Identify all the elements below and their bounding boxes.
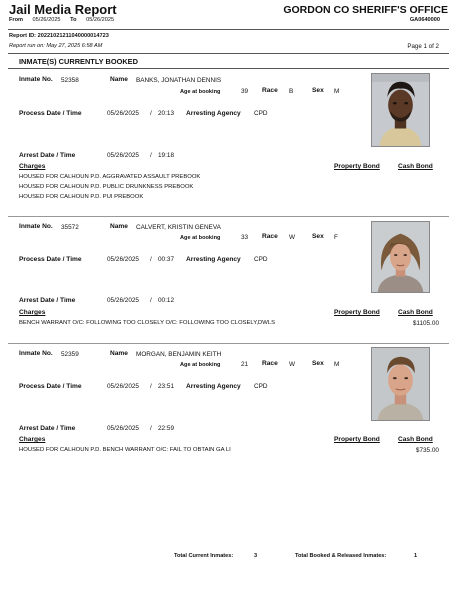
cash-bond-label: Cash Bond — [398, 436, 433, 443]
slash: / — [150, 383, 152, 390]
arrest-label: Arrest Date / Time — [19, 425, 76, 432]
age-label: Age at booking — [180, 235, 221, 241]
arresting-agency-label: Arresting Agency — [186, 256, 241, 263]
arrest-time: 19:18 — [158, 152, 174, 159]
person-silhouette-icon — [372, 222, 429, 292]
agency-name: GORDON CO SHERIFF'S OFFICE — [283, 4, 448, 16]
process-date: 05/26/2025 — [107, 110, 139, 117]
inmate-photo — [371, 221, 430, 293]
arresting-agency: CPD — [254, 110, 268, 117]
arrest-label: Arrest Date / Time — [19, 297, 76, 304]
cash-bond-value: $735.00 — [415, 447, 439, 454]
name-label: Name — [110, 223, 128, 230]
total-booked-value: 1 — [414, 553, 418, 559]
race-label: Race — [262, 87, 278, 94]
race-label: Race — [262, 233, 278, 240]
person-silhouette-icon — [372, 74, 429, 146]
charge-item: HOUSED FOR CALHOUN P.D. AGGRAVATED ASSAULT PREBOOK — [19, 174, 201, 180]
run-on-label: Report run on: — [9, 43, 45, 49]
process-time: 00:37 — [158, 256, 174, 263]
property-bond-label: Property Bond — [334, 436, 380, 443]
slash: / — [150, 152, 152, 159]
section-title: INMATE(S) CURRENTLY BOOKED — [19, 57, 138, 66]
to-label: To — [70, 17, 77, 23]
process-time: 20:13 — [158, 110, 174, 117]
slash: / — [150, 297, 152, 304]
process-label: Process Date / Time — [19, 256, 82, 263]
charges-label: Charges — [19, 163, 46, 170]
report-title: Jail Media Report — [9, 2, 117, 17]
person-silhouette-icon — [372, 348, 429, 420]
section-divider-bottom — [8, 68, 449, 69]
from-label: From — [9, 17, 23, 23]
inmate-photo — [371, 347, 430, 421]
cash-bond-label: Cash Bond — [398, 163, 433, 170]
cash-bond-label: Cash Bond — [398, 309, 433, 316]
record-divider — [8, 343, 449, 344]
inmate-no-label: Inmate No. — [19, 76, 53, 83]
sex-value: F — [334, 234, 338, 241]
arrest-time: 00:12 — [158, 297, 174, 304]
slash: / — [150, 256, 152, 263]
slash: / — [150, 425, 152, 432]
sex-label: Sex — [312, 233, 324, 240]
total-current-label: Total Current Inmates: — [174, 553, 234, 559]
race-value: B — [289, 88, 294, 95]
process-label: Process Date / Time — [19, 383, 82, 390]
inmate-name: CALVERT, KRISTIN GENEVA — [136, 224, 221, 231]
inmate-no: 52359 — [61, 351, 79, 358]
process-time: 23:51 — [158, 383, 174, 390]
race-value: W — [289, 234, 296, 241]
process-date: 05/26/2025 — [107, 383, 139, 390]
arrest-time: 22:59 — [158, 425, 174, 432]
arrest-date: 05/26/2025 — [107, 297, 139, 304]
charges-label: Charges — [19, 436, 46, 443]
arrest-label: Arrest Date / Time — [19, 152, 76, 159]
inmate-name: MORGAN, BENJAMIN KEITH — [136, 351, 222, 358]
age-label: Age at booking — [180, 89, 221, 95]
page-number: Page 1 of 2 — [407, 43, 439, 50]
property-bond-label: Property Bond — [334, 163, 380, 170]
record-divider — [8, 216, 449, 217]
inmate-photo — [371, 73, 430, 147]
charge-item: HOUSED FOR CALHOUN P.D. PUI PREBOOK — [19, 194, 144, 200]
report-id-value: 20221021211040000014723 — [37, 33, 109, 39]
report-id — [9, 33, 109, 39]
cash-bond-value: $1105.00 — [412, 320, 439, 327]
section-divider-top — [8, 53, 449, 54]
inmate-name: BANKS, JONATHAN DENNIS — [136, 77, 222, 84]
inmate-no: 52358 — [61, 77, 79, 84]
arresting-agency-label: Arresting Agency — [186, 110, 241, 117]
sex-label: Sex — [312, 360, 324, 367]
age-value: 21 — [241, 361, 249, 368]
race-label: Race — [262, 360, 278, 367]
report-run-on — [9, 43, 102, 49]
total-current-value: 3 — [254, 553, 258, 559]
report-id-label: Report ID: — [9, 33, 37, 39]
property-bond-label: Property Bond — [334, 309, 380, 316]
inmate-no-label: Inmate No. — [19, 223, 53, 230]
from-date: 05/26/2025 — [32, 17, 61, 23]
age-label: Age at booking — [180, 362, 221, 368]
to-date: 05/26/2025 — [86, 17, 115, 23]
race-value: W — [289, 361, 296, 368]
arrest-date: 05/26/2025 — [107, 152, 139, 159]
charge-item: HOUSED FOR CALHOUN P.D. BENCH WARRANT O/C: FAIL TO OBTAIN GA LI — [19, 447, 231, 453]
inmate-no: 35572 — [61, 224, 79, 231]
sex-value: M — [334, 361, 340, 368]
name-label: Name — [110, 76, 128, 83]
charge-item: HOUSED FOR CALHOUN P.D. PUBLIC DRUNKNESS PREBOOK — [19, 184, 194, 190]
process-label: Process Date / Time — [19, 110, 82, 117]
age-value: 33 — [241, 234, 249, 241]
arresting-agency: CPD — [254, 383, 268, 390]
header-divider — [8, 29, 449, 30]
process-date: 05/26/2025 — [107, 256, 139, 263]
slash: / — [150, 110, 152, 117]
arresting-agency-label: Arresting Agency — [186, 383, 241, 390]
age-value: 39 — [241, 88, 249, 95]
arresting-agency: CPD — [254, 256, 268, 263]
charge-item: BENCH WARRANT O/C: FOLLOWING TOO CLOSELY O/C: FOLLOWING TOO CLOSELY,DWLS — [19, 320, 276, 326]
charges-label: Charges — [19, 309, 46, 316]
sex-label: Sex — [312, 87, 324, 94]
sex-value: M — [334, 88, 340, 95]
inmate-no-label: Inmate No. — [19, 350, 53, 357]
run-on-value: May 27, 2025 6:58 AM — [46, 43, 103, 49]
agency-code: GA0640000 — [409, 17, 440, 23]
from-range — [9, 17, 114, 23]
name-label: Name — [110, 350, 128, 357]
total-booked-label: Total Booked & Released Inmates: — [295, 553, 387, 559]
arrest-date: 05/26/2025 — [107, 425, 139, 432]
